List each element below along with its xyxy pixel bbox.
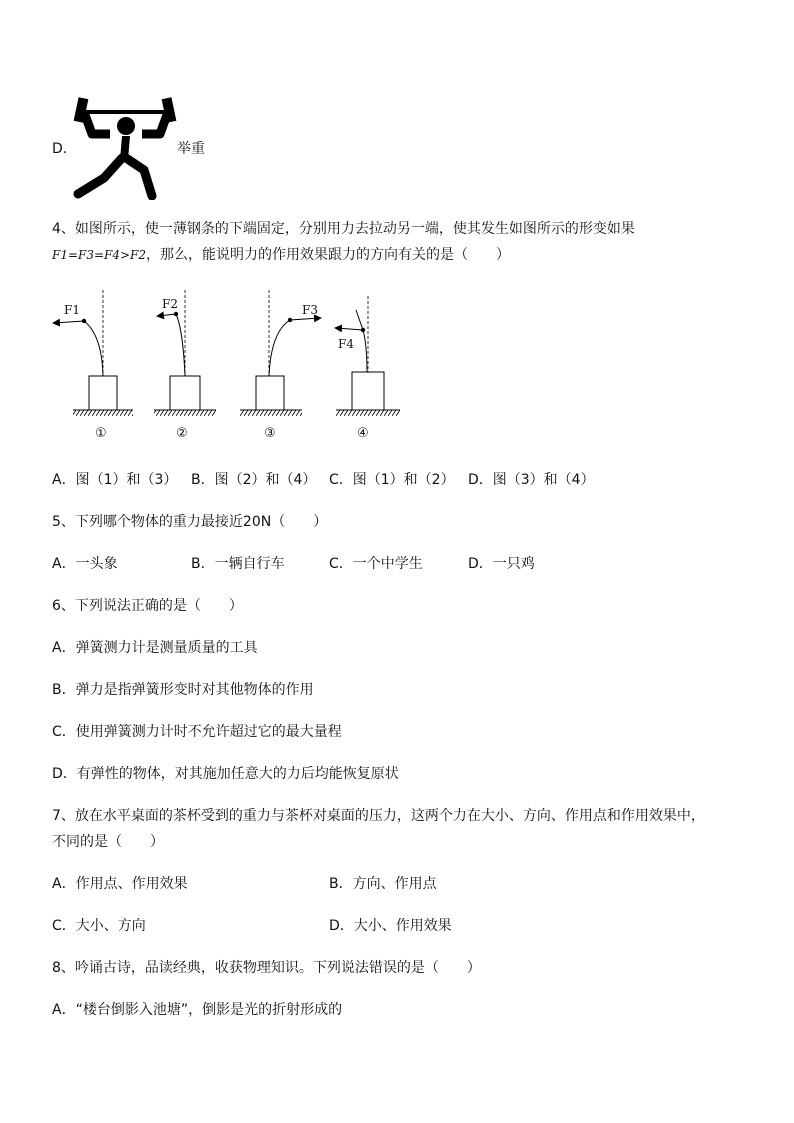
q4-stem-rest: ，那么，能说明力的作用效果跟力的方向有关的是（ ） — [146, 247, 511, 263]
q4-option-d[interactable]: D．图（3）和（4） — [468, 472, 595, 488]
q4-option-b[interactable]: B．图（2）和（4） — [191, 472, 317, 488]
figure-4 — [336, 296, 400, 416]
q8-stem: 8、吟诵古诗，品读经典，收获物理知识。下列说法错误的是（ ） — [52, 960, 481, 976]
q3-option-d-label: 举重 — [177, 141, 205, 157]
q4-option-a[interactable]: A．图（1）和（3） — [52, 472, 178, 488]
q4-stem-line2 — [52, 245, 510, 265]
q5-stem: 5、下列哪个物体的重力最接近20N（ ） — [52, 514, 328, 530]
q6-option-d[interactable]: D．有弹性的物体，对其施加任意大的力后均能恢复原状 — [52, 766, 399, 782]
q5-option-c[interactable]: C．一个中学生 — [329, 556, 423, 572]
force-label-f3: F3 — [302, 303, 318, 317]
q4-formula: F1=F3=F4>F2 — [52, 248, 147, 262]
q6-stem: 6、下列说法正确的是（ ） — [52, 598, 243, 614]
q6-option-b[interactable]: B．弹力是指弹簧形变时对其他物体的作用 — [52, 682, 314, 698]
figure-label-4: ④ — [357, 426, 369, 441]
q5-option-a[interactable]: A．一头象 — [52, 556, 118, 572]
q5-option-b[interactable]: B．一辆自行车 — [191, 556, 285, 572]
q7-option-d[interactable]: D．大小、作用效果 — [329, 918, 452, 934]
figure-label-1: ① — [95, 426, 107, 441]
q4-stem-line1: 4、如图所示，使一薄钢条的下端固定，分别用力去拉动另一端，使其发生如图所示的形变如果 — [52, 221, 635, 237]
q7-stem-line1: 7、放在水平桌面的茶杯受到的重力与茶杯对桌面的压力，这两个力在大小、方向、作用点和作用效果中， — [52, 808, 705, 824]
figure-label-3: ③ — [264, 426, 276, 441]
q8-option-a[interactable]: A．“楼台倒影入池塘”，倒影是光的折射形成的 — [52, 1002, 343, 1018]
q6-option-c[interactable]: C．使用弹簧测力计时不允许超过它的最大量程 — [52, 724, 342, 740]
force-label-f4: F4 — [338, 337, 354, 351]
force-label-f2: F2 — [162, 297, 178, 311]
q6-option-a[interactable]: A．弹簧测力计是测量质量的工具 — [52, 640, 258, 656]
figure-label-2: ② — [176, 426, 188, 441]
q4-option-c[interactable]: C．图（1）和（2） — [329, 472, 455, 488]
q3-option-d-letter: D. — [52, 141, 68, 157]
force-label-f1: F1 — [64, 303, 80, 317]
weightlifter-icon — [70, 94, 182, 200]
q7-option-c[interactable]: C．大小、方向 — [52, 918, 146, 934]
q5-option-d[interactable]: D．一只鸡 — [468, 556, 535, 572]
q7-stem-line2: 不同的是（ ） — [52, 834, 164, 850]
q7-option-a[interactable]: A．作用点、作用效果 — [52, 876, 188, 892]
q7-option-b[interactable]: B．方向、作用点 — [329, 876, 437, 892]
